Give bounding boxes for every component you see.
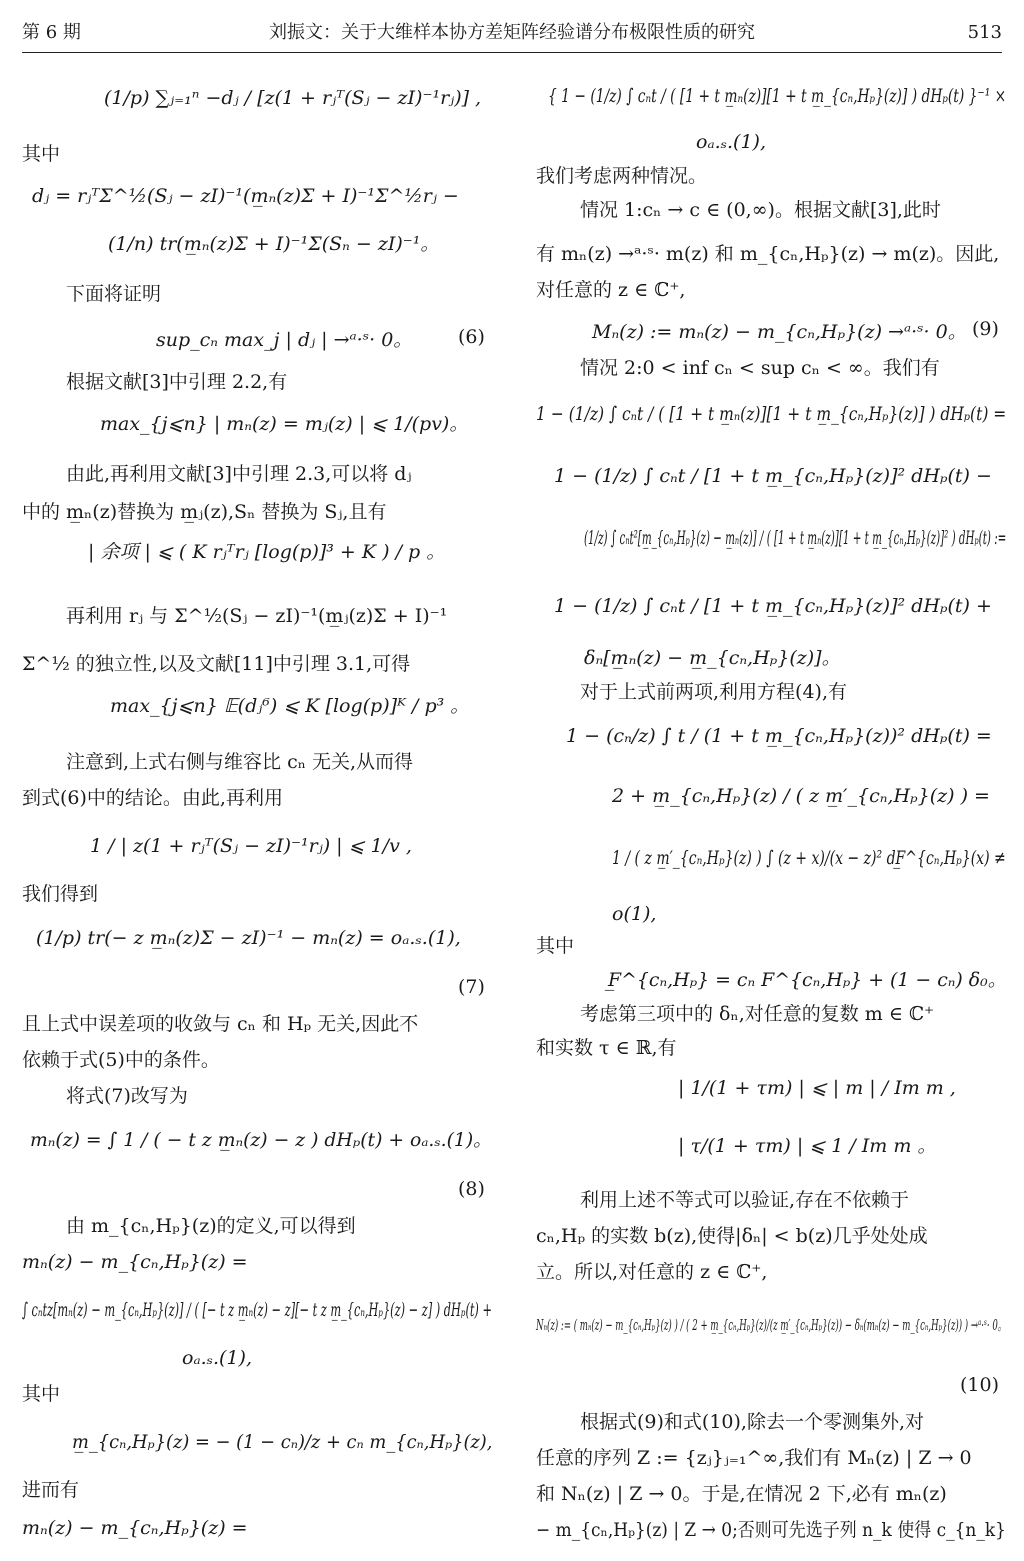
equation-eq4-line4: o(1),: [612, 903, 657, 925]
paragraph-conclusion-6: 到式(6)中的结论。由此,再利用: [22, 787, 283, 809]
equation-number-9: (9): [972, 318, 999, 340]
equation-case2-line3: (1/z) ∫ cₙt²[m̲_{cₙ,Hₚ}(z) − m̲ₙ(z)] / ( [1 + t m̲ₙ(z)][1 + t m̲_{cₙ,Hₚ}(z)]² ) dHₚ(t) :=: [584, 527, 1007, 549]
equation-inverse-bound: 1 / | z(1 + rⱼᵀ(Sⱼ − zI)⁻¹rⱼ) | ⩽ 1/v ,: [90, 835, 412, 857]
paragraph-case-1: 情况 1:cₙ → c ∈ (0,∞)。根据文献[3],此时: [580, 199, 941, 221]
equation-number-6: (6): [458, 326, 485, 348]
equation-case2-line1: 1 − (1/z) ∫ cₙt / ( [1 + t m̲ₙ(z)][1 + t m̲_{cₙ,Hₚ}(z)] ) dHₚ(t) =: [536, 403, 1007, 425]
paragraph-rewrite-7: 将式(7)改写为: [66, 1085, 188, 1107]
paragraph-sequence-z: 任意的序列 Z := {zⱼ}ⱼ₌₁^∞,我们有 Mₙ(z) | Z → 0: [536, 1447, 972, 1469]
equation-oas-term: oₐ.ₛ.(1),: [182, 1347, 253, 1369]
equation-difference: mₙ(z) − m_{cₙ,Hₚ}(z) =: [22, 1251, 248, 1273]
right-column: [536, 62, 1006, 1552]
paragraph-case-1-limit: 有 mₙ(z) →ᵃ·ˢ· m(z) 和 m_{cₙ,Hₚ}(z) → m(z)。因此,: [536, 243, 1000, 265]
paragraph-error-term: 且上式中误差项的收敛与 cₙ 和 Hₚ 无关,因此不: [22, 1013, 419, 1035]
paragraph-by-9-10: 根据式(9)和式(10),除去一个零测集外,对: [580, 1411, 924, 1433]
equation-dj-def: dⱼ = rⱼᵀΣ^½(Sⱼ − zI)⁻¹(m̲ₙ(z)Σ + I)⁻¹Σ^½rⱼ −: [32, 185, 459, 207]
paragraph-case-2: 情况 2:0 < inf cₙ < sup cₙ < ∞。我们有: [580, 357, 940, 379]
issue-label: 第 6 期: [22, 22, 81, 43]
paragraph-qizhong: 其中: [22, 143, 61, 165]
paragraph-lemma-2-3: 由此,再利用文献[3]中引理 2.3,可以将 dⱼ: [66, 463, 412, 485]
paragraph-qizhong-r: 其中: [536, 935, 575, 957]
equation-eq4-line1: 1 − (cₙ/z) ∫ t / (1 + t m̲_{cₙ,Hₚ}(z))² dHₚ(t) =: [566, 725, 992, 747]
equation-8: mₙ(z) = ∫ 1 / ( − t z m̲ₙ(z) − z ) dHₚ(t) + oₐ.ₛ.(1)。: [30, 1129, 492, 1151]
equation-difference-2: mₙ(z) − m_{cₙ,Hₚ}(z) =: [22, 1517, 248, 1539]
equation-eq4-line3: 1 / ( z m̲′_{cₙ,Hₚ}(z) ) ∫ (z + x)/(x − z)² dF̲^{cₙ,Hₚ}(x) ≠: [612, 847, 1006, 869]
paragraph-replace: 中的 m̲ₙ(z)替换为 m̲ⱼ(z),Sₙ 替换为 Sⱼ,且有: [22, 501, 387, 523]
equation-case2-line2: 1 − (1/z) ∫ cₙt / [1 + t m̲_{cₙ,Hₚ}(z)]² dHₚ(t) −: [554, 465, 992, 487]
equation-oas-term-r: oₐ.ₛ.(1),: [696, 131, 767, 153]
equation-6: sup_cₙ max_j | dⱼ | →ᵃ·ˢ· 0。: [156, 329, 413, 351]
paragraph-hold: 立。所以,对任意的 z ∈ ℂ⁺,: [536, 1261, 768, 1283]
equation-7: (1/p) tr(− z m̲ₙ(z)Σ − zI)⁻¹ − mₙ(z) = oₐ.ₛ.(1),: [36, 927, 461, 949]
paragraph-we-get: 我们得到: [22, 883, 99, 905]
equation-number-8: (8): [458, 1178, 485, 1200]
paragraph-bz: cₙ,Hₚ 的实数 b(z),使得|δₙ| < b(z)几乎处处成: [536, 1225, 928, 1247]
paragraph-prove: 下面将证明: [66, 283, 162, 305]
equation-integral-diff: ∫ cₙtz[mₙ(z) − m_{cₙ,Hₚ}(z)] / ( [− t z m̲ₙ(z) − z][− t z m̲_{cₙ,Hₚ}(z) − z] ) dHₚ(t) +: [22, 1299, 492, 1321]
paragraph-subsequence: − m_{cₙ,Hₚ}(z) | Z → 0;否则可先选子列 n_k 使得 c_{n_k}: [536, 1519, 1006, 1541]
equation-eq4-line2: 2 + m̲_{cₙ,Hₚ}(z) / ( z m̲′_{cₙ,Hₚ}(z) ) =: [612, 785, 990, 807]
page-number: 513: [967, 22, 1002, 43]
equation-dj-def-cont: (1/n) tr(m̲ₙ(z)Σ + I)⁻¹Σ(Sₙ − zI)⁻¹。: [108, 233, 440, 255]
equation-sum-dj: (1/p) ∑ⱼ₌₁ⁿ −dⱼ / [z(1 + rⱼᵀ(Sⱼ − zI)⁻¹rⱼ)] ,: [104, 87, 482, 109]
paragraph-definition: 由 m_{cₙ,Hₚ}(z)的定义,可以得到: [66, 1215, 356, 1237]
paragraph-two-cases: 我们考虑两种情况。: [536, 165, 708, 187]
equation-number-10: (10): [960, 1374, 1000, 1396]
equation-inverse-factor: { 1 − (1/z) ∫ cₙt / ( [1 + t m̲ₙ(z)][1 + t m̲_{cₙ,Hₚ}(z)] ) dHₚ(t) }⁻¹ ×: [548, 85, 1007, 107]
paragraph-delta-n: 考虑第三项中的 δₙ,对任意的复数 m ∈ ℂ⁺: [580, 1003, 935, 1025]
equation-case2-line5: δₙ[m̲ₙ(z) − m̲_{cₙ,Hₚ}(z)]。: [584, 647, 841, 669]
paragraph-thus: 进而有: [22, 1479, 80, 1501]
equation-ineq-2: | τ/(1 + τm) | ⩽ 1 / Im m 。: [678, 1135, 937, 1157]
left-column: [22, 62, 492, 1552]
running-title: 刘振文：关于大维样本协方差矩阵经验谱分布极限性质的研究: [269, 22, 755, 43]
equation-max-bound: max_{j⩽n} | mₙ(z) = mⱼ(z) | ⩽ 1/(pv)。: [100, 413, 469, 435]
equation-number-7: (7): [458, 976, 485, 998]
paragraph-verify: 利用上述不等式可以验证,存在不依赖于: [580, 1189, 910, 1211]
equation-case2-line4: 1 − (1/z) ∫ cₙt / [1 + t m̲_{cₙ,Hₚ}(z)]² dHₚ(t) +: [554, 595, 992, 617]
paragraph-lemma-2-2: 根据文献[3]中引理 2.2,有: [66, 371, 288, 393]
paragraph-condition-5: 依赖于式(5)中的条件。: [22, 1049, 220, 1071]
header-rule: [22, 52, 1002, 53]
equation-10: Nₙ(z) := ( mₙ(z) − m_{cₙ,Hₚ}(z) ) / ( 2 + m̲_{cₙ,Hₚ}(z)/(z m̲′_{cₙ,Hₚ}(z)) − δₙ(mₙ(z) − m_{cₙ,Hₚ}(z)) ) →ᵃ·ˢ· 0。: [536, 1316, 1007, 1334]
equation-remainder: | 余项 | ⩽ ( K rⱼᵀrⱼ [log(p)]³ + K ) / p 。: [88, 541, 446, 563]
equation-underline-m: m̲_{cₙ,Hₚ}(z) = − (1 − cₙ)/z + cₙ m_{cₙ,Hₚ}(z),: [72, 1431, 493, 1453]
paragraph-independence: 再利用 rⱼ 与 Σ^½(Sⱼ − zI)⁻¹(m̲ⱼ(z)Σ + I)⁻¹: [66, 605, 448, 627]
equation-ineq-1: | 1/(1 + τm) | ⩽ | m | / Im m ,: [678, 1077, 956, 1099]
paragraph-real-tau: 和实数 τ ∈ ℝ,有: [536, 1037, 677, 1059]
paragraph-any-z: 对任意的 z ∈ ℂ⁺,: [536, 279, 686, 301]
paragraph-note: 注意到,上式右侧与维容比 cₙ 无关,从而得: [66, 751, 414, 773]
paragraph-first-two: 对于上式前两项,利用方程(4),有: [580, 681, 847, 703]
equation-9: Mₙ(z) := mₙ(z) − m_{cₙ,Hₚ}(z) →ᵃ·ˢ· 0。: [592, 321, 967, 343]
equation-moment-bound: max_{j⩽n} 𝔼(dⱼ⁶) ⩽ K [log(p)]ᴷ / p³ 。: [110, 695, 470, 717]
equation-f-underline: F̲^{cₙ,Hₚ} = cₙ F^{cₙ,Hₚ} + (1 − cₙ) δ₀。: [608, 969, 1007, 991]
paragraph-lemma-3-1: Σ^½ 的独立性,以及文献[11]中引理 3.1,可得: [22, 653, 411, 675]
page-header: [22, 18, 1002, 48]
paragraph-qizhong-2: 其中: [22, 1383, 61, 1405]
paragraph-case-2-result: 和 Nₙ(z) | Z → 0。于是,在情况 2 下,必有 mₙ(z): [536, 1483, 947, 1505]
